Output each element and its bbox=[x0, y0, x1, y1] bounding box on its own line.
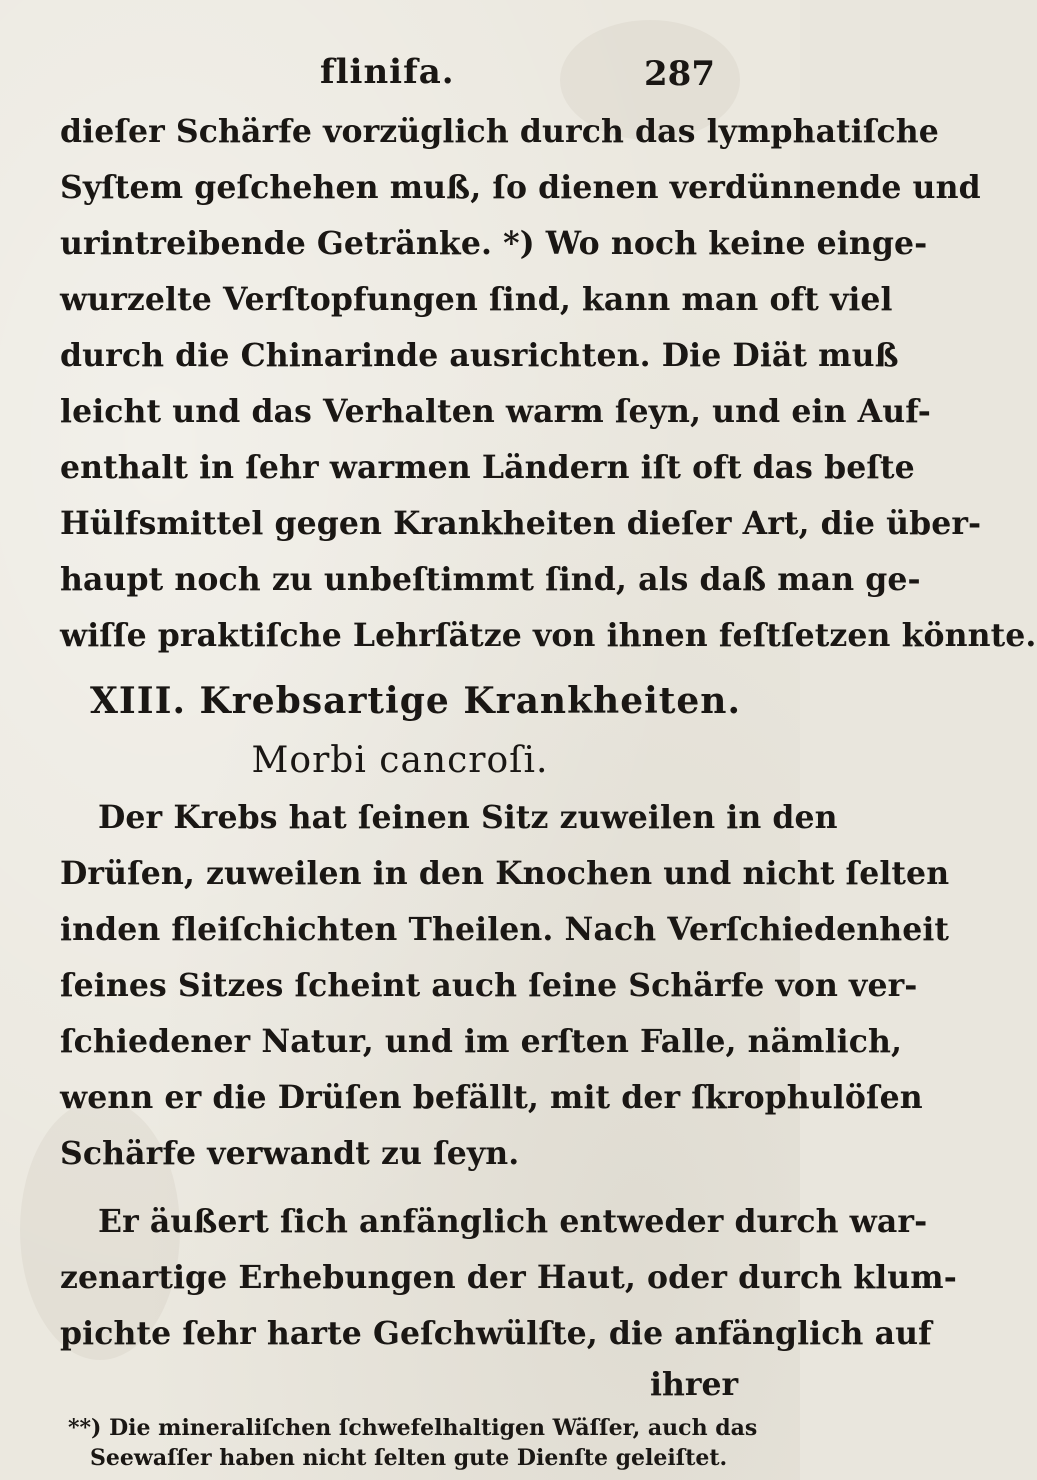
page-header bbox=[0, 52, 800, 102]
text-line: Er äußert ſich anfänglich entweder durch war- bbox=[98, 1203, 928, 1240]
text-line: wenn er die Drüſen befällt, mit der ſkrophulöſen bbox=[60, 1079, 923, 1116]
text-line: Der Krebs hat ſeinen Sitz zuweilen in den bbox=[98, 799, 838, 836]
text-line: ſeines Sitzes ſcheint auch ſeine Schärfe von ver- bbox=[60, 967, 918, 1004]
text-line: dieſer Schärfe vorzüglich durch das lymphatiſche bbox=[60, 113, 939, 150]
section-heading: XIII. Krebsartige Krankheiten. bbox=[90, 680, 742, 722]
text-line: haupt noch zu unbeſtimmt ſind, als daß man ge- bbox=[60, 561, 921, 598]
text-line: wurzelte Verſtopfungen ſind, kann man oft viel bbox=[60, 281, 893, 318]
text-line: zenartige Erhebungen der Haut, oder durch klum- bbox=[60, 1259, 957, 1296]
footnote-line: **) Die mineraliſchen ſchwefelhaltigen Wäſſer, auch das bbox=[68, 1415, 758, 1441]
text-line: Drüſen, zuweilen in den Knochen und nicht ſelten bbox=[60, 855, 950, 892]
text-line: Syſtem geſchehen muß, ſo dienen verdünnende und bbox=[60, 169, 981, 206]
text-line: wiſſe praktiſche Lehrſätze von ihnen feſtſetzen könnte. bbox=[60, 617, 1037, 654]
text-line: pichte ſehr harte Geſchwülſte, die anfänglich auf bbox=[60, 1315, 932, 1352]
text-line: inden fleiſchichten Theilen. Nach Verſchiedenheit bbox=[60, 911, 950, 948]
section-subheading: Morbi cancroſi. bbox=[251, 740, 549, 781]
text-line: Schärfe verwandt zu ſeyn. bbox=[60, 1135, 520, 1172]
running-head: flinifa. bbox=[320, 52, 455, 92]
text-line: urintreibende Getränke. *) Wo noch keine einge- bbox=[60, 225, 928, 262]
text-line: durch die Chinarinde ausrichten. Die Diät muß bbox=[60, 337, 899, 374]
text-line: enthalt in ſehr warmen Ländern iſt oft das beſte bbox=[60, 449, 915, 486]
page-number: 287 bbox=[644, 54, 715, 94]
text-line: leicht und das Verhalten warm ſeyn, und ein Auf- bbox=[60, 393, 931, 430]
footnote-line: Seewaſſer haben nicht ſelten gute Dienſte geleiſtet. bbox=[90, 1445, 728, 1471]
text-line: Hülfsmittel gegen Krankheiten dieſer Art, die über- bbox=[60, 505, 982, 542]
text-line: ſchiedener Natur, und im erſten Falle, nämlich, bbox=[60, 1023, 903, 1060]
catchword: ihrer bbox=[650, 1366, 739, 1403]
